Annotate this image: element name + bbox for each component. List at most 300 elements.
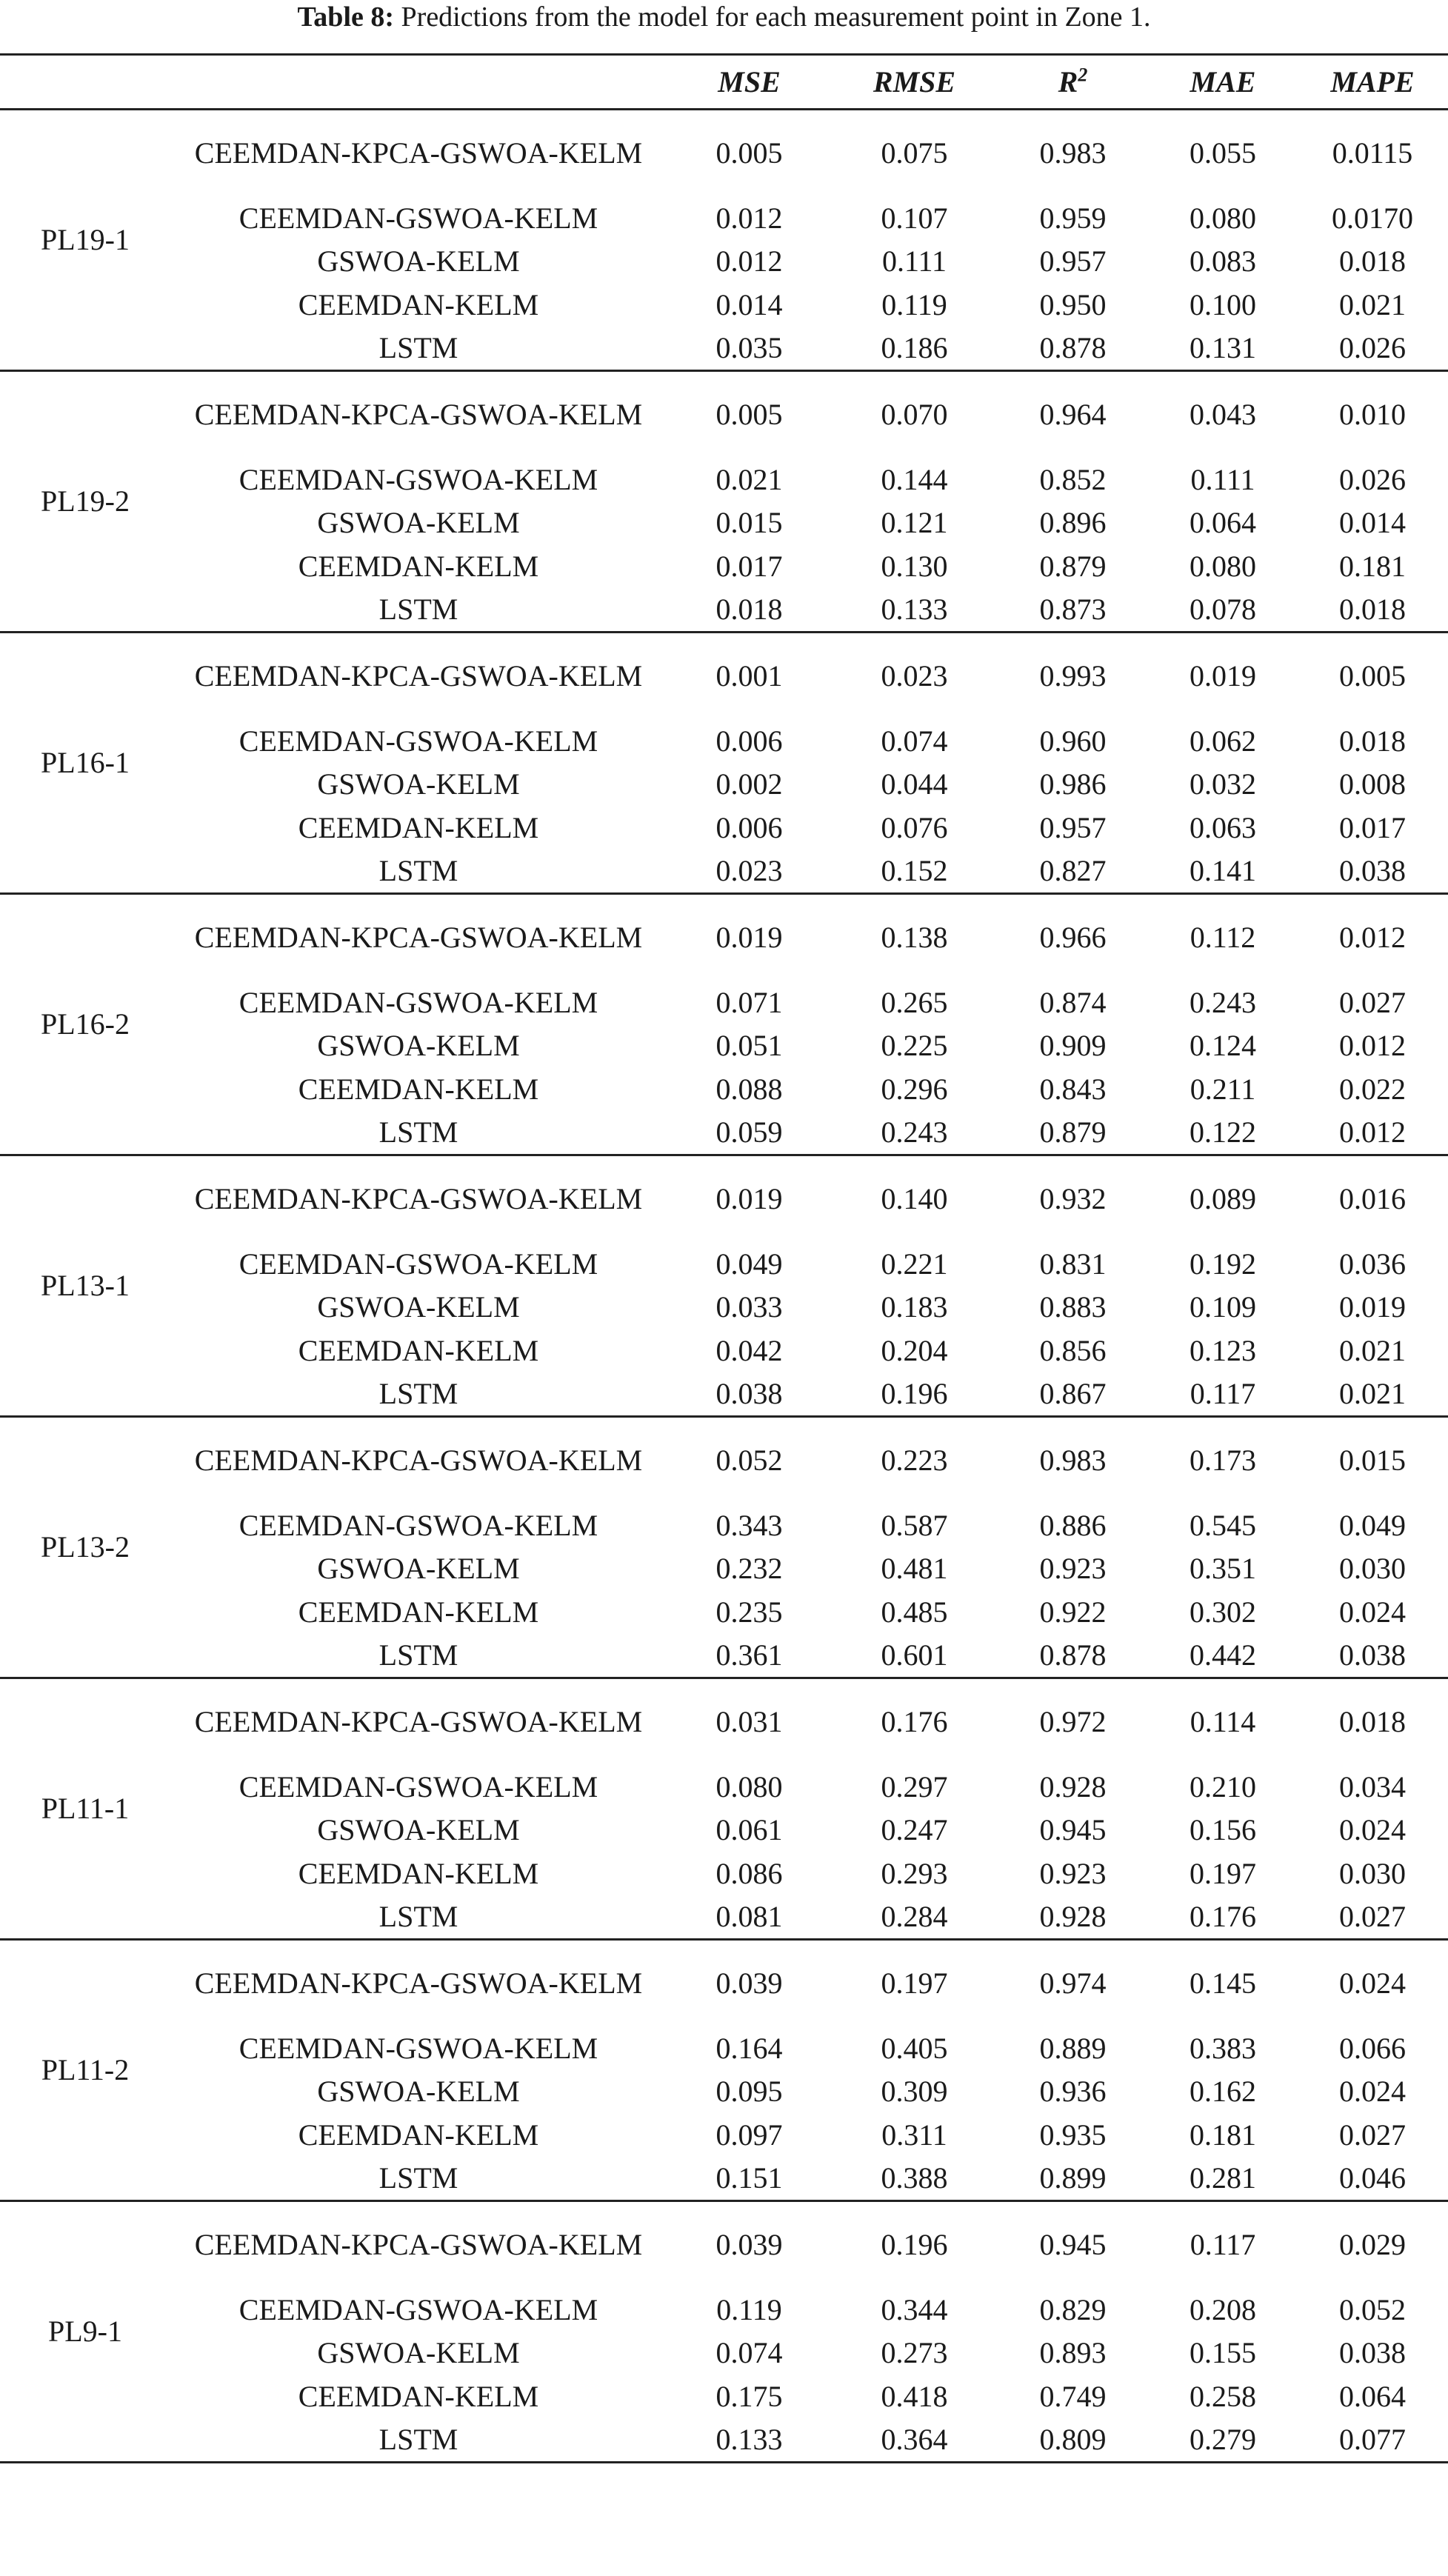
table-row: [0, 284, 1448, 327]
mse-cell: 0.059: [667, 1111, 832, 1155]
mape-cell: 0.024: [1339, 1966, 1406, 2001]
mae-cell: 0.109: [1190, 1290, 1256, 1324]
rmse-cell: 0.076: [881, 810, 948, 844]
mae-cell: 0.019: [1190, 659, 1256, 693]
mape-cell: 0.022: [1339, 1072, 1406, 1106]
mse-cell: 0.051: [715, 1029, 783, 1063]
mape-cell: 0.005: [1339, 659, 1406, 693]
table-row: [0, 2157, 1448, 2201]
mae-cell: 0.089: [1190, 1182, 1256, 1216]
mae-cell: 0.243: [1190, 985, 1256, 1019]
measurement-point-label: PL13-2: [0, 1417, 170, 1678]
table-body: [0, 110, 1448, 2463]
table-row: [0, 1809, 1448, 1852]
table-row: [0, 1591, 1448, 1635]
mae-cell: 0.383: [1190, 2031, 1256, 2065]
mae-cell: 0.279: [1149, 2418, 1297, 2463]
model-name-cell: LSTM: [170, 1634, 667, 1678]
rmse-cell: 0.223: [881, 1444, 948, 1478]
table-row: [0, 1111, 1448, 1155]
rmse-cell: 0.111: [881, 244, 947, 278]
r2-cell: 0.935: [1039, 2118, 1107, 2152]
rmse-cell: 0.225: [881, 1029, 948, 1063]
mse-cell: 0.017: [715, 549, 783, 583]
mae-cell: 0.100: [1190, 287, 1256, 321]
mae-cell: 0.111: [1190, 462, 1255, 496]
rmse-cell: 0.183: [881, 1290, 948, 1324]
model-name-cell: CEEMDAN-GSWOA-KELM: [238, 1247, 598, 1281]
model-name-cell: CEEMDAN-GSWOA-KELM: [238, 985, 598, 1019]
table-header: [0, 55, 1448, 110]
mae-cell: 0.112: [1190, 921, 1256, 955]
table-row: [0, 501, 1448, 545]
mape-cell: 0.026: [1297, 327, 1448, 371]
mse-cell: 0.031: [715, 1705, 783, 1739]
mae-cell: 0.156: [1190, 1813, 1256, 1847]
rmse-cell: 0.197: [881, 1966, 948, 2001]
model-name-cell: CEEMDAN-KELM: [298, 1595, 539, 1629]
r2-cell: 0.986: [1039, 767, 1107, 801]
rmse-cell: 0.297: [881, 1769, 948, 1803]
table-row: [0, 2375, 1448, 2419]
mae-cell: 0.281: [1149, 2157, 1297, 2201]
r2-cell: 0.879: [997, 1111, 1149, 1155]
model-name-cell: LSTM: [170, 850, 667, 894]
mape-cell: 0.016: [1339, 1182, 1406, 1216]
r2-cell: 0.831: [1039, 1247, 1107, 1281]
table-row: [0, 1940, 1448, 2027]
table-row: [0, 850, 1448, 894]
mape-cell: 0.030: [1339, 1552, 1406, 1586]
rmse-cell: 0.344: [881, 2292, 948, 2326]
header-r2: [997, 55, 1149, 110]
mse-cell: 0.095: [715, 2075, 783, 2109]
header-rmse: RMSE: [832, 55, 997, 110]
model-name-cell: GSWOA-KELM: [317, 2075, 520, 2109]
model-name-cell: CEEMDAN-KELM: [298, 1856, 539, 1890]
model-name-cell: CEEMDAN-KPCA-GSWOA-KELM: [194, 398, 643, 432]
measurement-point-label: PL19-2: [0, 371, 170, 633]
rmse-cell: 0.388: [832, 2157, 997, 2201]
mse-cell: 0.235: [715, 1595, 783, 1629]
table-caption: [0, 0, 1448, 37]
mse-cell: 0.086: [715, 1856, 783, 1890]
r2-cell: 0.964: [1039, 398, 1107, 432]
model-name-cell: CEEMDAN-KPCA-GSWOA-KELM: [194, 136, 643, 170]
table-row: [0, 371, 1448, 458]
mse-cell: 0.019: [715, 921, 783, 955]
mape-cell: 0.018: [1297, 588, 1448, 633]
table-row: [0, 1243, 1448, 1287]
mape-cell: 0.0115: [1332, 136, 1413, 170]
rmse-cell: 0.176: [881, 1705, 948, 1739]
mape-cell: 0.012: [1339, 921, 1406, 955]
model-name-cell: CEEMDAN-KELM: [298, 1333, 539, 1367]
table-row: [0, 240, 1448, 284]
table-row: [0, 2201, 1448, 2289]
mape-cell: 0.049: [1339, 1508, 1406, 1542]
mape-cell: 0.038: [1339, 2336, 1406, 2370]
mae-cell: 0.043: [1190, 398, 1256, 432]
r2-cell: 0.867: [997, 1372, 1149, 1417]
table-row: [0, 110, 1448, 197]
r2-cell: 0.878: [997, 1634, 1149, 1678]
rmse-cell: 0.265: [881, 985, 948, 1019]
table-row: [0, 981, 1448, 1025]
mae-cell: 0.258: [1190, 2379, 1256, 2413]
r2-cell: 0.883: [1039, 1290, 1107, 1324]
measurement-point-label: PL11-1: [0, 1678, 170, 1940]
mape-cell: 0.019: [1339, 1290, 1406, 1324]
table-row: [0, 633, 1448, 720]
rmse-cell: 0.140: [881, 1182, 948, 1216]
r2-cell: 0.749: [1039, 2379, 1107, 2413]
mse-cell: 0.088: [715, 1072, 783, 1106]
mae-cell: 0.211: [1190, 1072, 1256, 1106]
mse-cell: 0.232: [715, 1552, 783, 1586]
rmse-cell: 0.023: [881, 659, 948, 693]
table-row: [0, 1547, 1448, 1591]
model-name-cell: GSWOA-KELM: [317, 506, 520, 540]
table-row: [0, 1678, 1448, 1766]
r2-cell: 0.827: [997, 850, 1149, 894]
mae-cell: 0.063: [1190, 810, 1256, 844]
model-name-cell: GSWOA-KELM: [317, 2336, 520, 2370]
model-name-cell: GSWOA-KELM: [317, 1290, 520, 1324]
mape-cell: 0.036: [1339, 1247, 1406, 1281]
mape-cell: 0.026: [1339, 462, 1406, 496]
mse-cell: 0.015: [715, 506, 783, 540]
r2-cell: 0.972: [1039, 1705, 1107, 1739]
r2-cell: 0.945: [1039, 1813, 1107, 1847]
model-name-cell: CEEMDAN-KPCA-GSWOA-KELM: [194, 1182, 643, 1216]
r2-cell: 0.886: [1039, 1508, 1107, 1542]
mape-cell: 0.010: [1339, 398, 1406, 432]
r2-cell: 0.959: [1039, 201, 1107, 235]
rmse-cell: 0.119: [881, 287, 947, 321]
mse-cell: 0.039: [715, 1966, 783, 2001]
rmse-cell: 0.601: [832, 1634, 997, 1678]
rmse-cell: 0.418: [881, 2379, 948, 2413]
mae-cell: 0.083: [1190, 244, 1256, 278]
mse-cell: 0.164: [715, 2031, 783, 2065]
mae-cell: 0.155: [1190, 2336, 1256, 2370]
mae-cell: 0.117: [1149, 1372, 1297, 1417]
mse-cell: 0.343: [715, 1508, 783, 1542]
mse-cell: 0.052: [715, 1444, 783, 1478]
table-row: [0, 1852, 1448, 1896]
rmse-cell: 0.196: [881, 2228, 948, 2262]
rmse-cell: 0.309: [881, 2075, 948, 2109]
model-name-cell: GSWOA-KELM: [317, 767, 520, 801]
mape-cell: 0.046: [1297, 2157, 1448, 2201]
table-row: [0, 2070, 1448, 2114]
rmse-cell: 0.293: [881, 1856, 948, 1890]
header-blank-point: [0, 55, 170, 110]
table-row: [0, 1372, 1448, 1417]
model-name-cell: CEEMDAN-KELM: [298, 1072, 539, 1106]
mse-cell: 0.071: [715, 985, 783, 1019]
mae-cell: 0.145: [1190, 1966, 1256, 2001]
mse-cell: 0.081: [667, 1895, 832, 1940]
mse-cell: 0.001: [715, 659, 783, 693]
r2-cell: 0.879: [1039, 549, 1107, 583]
mae-cell: 0.064: [1190, 506, 1256, 540]
table-row: [0, 545, 1448, 589]
header-r2-sup: 2: [1078, 64, 1088, 86]
mse-cell: 0.019: [715, 1182, 783, 1216]
rmse-cell: 0.296: [881, 1072, 948, 1106]
table-row: [0, 2418, 1448, 2463]
mape-cell: 0.027: [1339, 2118, 1406, 2152]
mae-cell: 0.141: [1149, 850, 1297, 894]
model-name-cell: LSTM: [170, 588, 667, 633]
mape-cell: 0.008: [1339, 767, 1406, 801]
mae-cell: 0.062: [1190, 724, 1256, 758]
rmse-cell: 0.186: [832, 327, 997, 371]
rmse-cell: 0.152: [832, 850, 997, 894]
mape-cell: 0.024: [1339, 2075, 1406, 2109]
rmse-cell: 0.485: [881, 1595, 948, 1629]
mae-cell: 0.114: [1190, 1705, 1256, 1739]
table-row: [0, 1417, 1448, 1504]
mape-cell: 0.027: [1339, 985, 1406, 1019]
rmse-cell: 0.138: [881, 921, 948, 955]
mape-cell: 0.181: [1339, 549, 1406, 583]
table-row: [0, 2114, 1448, 2158]
mape-cell: 0.064: [1339, 2379, 1406, 2413]
table-row: [0, 1068, 1448, 1112]
model-name-cell: LSTM: [170, 2157, 667, 2201]
model-name-cell: CEEMDAN-GSWOA-KELM: [238, 1508, 598, 1542]
mse-cell: 0.035: [667, 327, 832, 371]
mse-cell: 0.033: [715, 1290, 783, 1324]
mape-cell: 0.018: [1339, 244, 1406, 278]
mse-cell: 0.049: [715, 1247, 783, 1281]
r2-cell: 0.856: [1039, 1333, 1107, 1367]
header-mse: MSE: [667, 55, 832, 110]
mse-cell: 0.014: [715, 287, 783, 321]
mse-cell: 0.005: [715, 136, 783, 170]
measurement-point-label: PL19-1: [0, 110, 170, 371]
r2-cell: 0.983: [1039, 1444, 1107, 1478]
model-name-cell: CEEMDAN-GSWOA-KELM: [238, 724, 598, 758]
caption-label: Table 8:: [297, 1, 395, 33]
rmse-cell: 0.074: [881, 724, 948, 758]
mape-cell: 0.038: [1297, 1634, 1448, 1678]
model-name-cell: GSWOA-KELM: [317, 1029, 520, 1063]
mape-cell: 0.018: [1339, 1705, 1406, 1739]
mape-cell: 0.024: [1339, 1595, 1406, 1629]
header-mape: MAPE: [1297, 55, 1448, 110]
mape-cell: 0.027: [1297, 1895, 1448, 1940]
measurement-point-label: PL13-1: [0, 1155, 170, 1417]
table-row: [0, 1766, 1448, 1809]
mape-cell: 0.038: [1297, 850, 1448, 894]
rmse-cell: 0.204: [881, 1333, 948, 1367]
mape-cell: 0.030: [1339, 1856, 1406, 1890]
table-row: [0, 894, 1448, 981]
r2-cell: 0.966: [1039, 921, 1107, 955]
r2-cell: 0.945: [1039, 2228, 1107, 2262]
mse-cell: 0.023: [667, 850, 832, 894]
mape-cell: 0.021: [1297, 1372, 1448, 1417]
r2-cell: 0.909: [1039, 1029, 1107, 1063]
results-table: [0, 53, 1448, 2463]
mae-cell: 0.210: [1190, 1769, 1256, 1803]
mae-cell: 0.131: [1149, 327, 1297, 371]
rmse-cell: 0.273: [881, 2336, 948, 2370]
header-blank-model: [170, 55, 667, 110]
mape-cell: 0.015: [1339, 1444, 1406, 1478]
mae-cell: 0.080: [1190, 549, 1256, 583]
mape-cell: 0.021: [1339, 1333, 1406, 1367]
mape-cell: 0.014: [1339, 506, 1406, 540]
table-row: [0, 1329, 1448, 1373]
measurement-point-label: PL11-2: [0, 1940, 170, 2201]
r2-cell: 0.993: [1039, 659, 1107, 693]
rmse-cell: 0.221: [881, 1247, 948, 1281]
model-name-cell: LSTM: [170, 1895, 667, 1940]
mape-cell: 0.029: [1339, 2228, 1406, 2262]
model-name-cell: CEEMDAN-KPCA-GSWOA-KELM: [194, 921, 643, 955]
r2-cell: 0.923: [1039, 1552, 1107, 1586]
mse-cell: 0.133: [667, 2418, 832, 2463]
rmse-cell: 0.284: [832, 1895, 997, 1940]
mape-cell: 0.012: [1339, 1029, 1406, 1063]
rmse-cell: 0.247: [881, 1813, 948, 1847]
mae-cell: 0.055: [1190, 136, 1256, 170]
rmse-cell: 0.070: [881, 398, 948, 432]
mse-cell: 0.039: [715, 2228, 783, 2262]
mse-cell: 0.006: [715, 810, 783, 844]
rmse-cell: 0.587: [881, 1508, 948, 1542]
model-name-cell: CEEMDAN-GSWOA-KELM: [238, 201, 598, 235]
mse-cell: 0.119: [716, 2292, 782, 2326]
rmse-cell: 0.481: [881, 1552, 948, 1586]
mae-cell: 0.080: [1190, 201, 1256, 235]
model-name-cell: CEEMDAN-KELM: [298, 549, 539, 583]
rmse-cell: 0.121: [881, 506, 948, 540]
table-row: [0, 720, 1448, 764]
r2-cell: 0.899: [997, 2157, 1149, 2201]
mse-cell: 0.018: [667, 588, 832, 633]
r2-cell: 0.928: [997, 1895, 1149, 1940]
mse-cell: 0.042: [715, 1333, 783, 1367]
r2-cell: 0.893: [1039, 2336, 1107, 2370]
mape-cell: 0.017: [1339, 810, 1406, 844]
model-name-cell: CEEMDAN-KELM: [298, 810, 539, 844]
mse-cell: 0.005: [715, 398, 783, 432]
mse-cell: 0.080: [715, 1769, 783, 1803]
model-name-cell: CEEMDAN-GSWOA-KELM: [238, 462, 598, 496]
r2-cell: 0.936: [1039, 2075, 1107, 2109]
table-row: [0, 197, 1448, 241]
mse-cell: 0.021: [715, 462, 783, 496]
table-row: [0, 2027, 1448, 2071]
r2-cell: 0.843: [1039, 1072, 1107, 1106]
r2-cell: 0.974: [1039, 1966, 1107, 2001]
measurement-point-label: PL16-2: [0, 894, 170, 1155]
mape-cell: 0.024: [1339, 1813, 1406, 1847]
mse-cell: 0.151: [667, 2157, 832, 2201]
table-row: [0, 1024, 1448, 1068]
mae-cell: 0.117: [1190, 2228, 1256, 2262]
model-name-cell: CEEMDAN-KPCA-GSWOA-KELM: [194, 1444, 643, 1478]
mae-cell: 0.123: [1190, 1333, 1256, 1367]
mape-cell: 0.066: [1339, 2031, 1406, 2065]
mse-cell: 0.012: [715, 244, 783, 278]
caption-text: Predictions from the model for each measurement point in Zone 1.: [394, 1, 1151, 33]
header-r2-base: R: [1058, 65, 1078, 99]
measurement-point-label: PL16-1: [0, 633, 170, 894]
r2-cell: 0.923: [1039, 1856, 1107, 1890]
r2-cell: 0.957: [1039, 810, 1107, 844]
table-row: [0, 588, 1448, 633]
table-row: [0, 1286, 1448, 1329]
table-row: [0, 2289, 1448, 2332]
model-name-cell: CEEMDAN-KELM: [298, 2379, 539, 2413]
model-name-cell: CEEMDAN-KELM: [298, 287, 539, 321]
mae-cell: 0.122: [1149, 1111, 1297, 1155]
mae-cell: 0.351: [1190, 1552, 1256, 1586]
mae-cell: 0.162: [1190, 2075, 1256, 2109]
r2-cell: 0.852: [1039, 462, 1107, 496]
r2-cell: 0.932: [1039, 1182, 1107, 1216]
model-name-cell: LSTM: [170, 1111, 667, 1155]
mae-cell: 0.545: [1190, 1508, 1256, 1542]
mape-cell: 0.021: [1339, 287, 1406, 321]
r2-cell: 0.878: [997, 327, 1149, 371]
rmse-cell: 0.075: [881, 136, 948, 170]
table-row: [0, 1895, 1448, 1940]
model-name-cell: CEEMDAN-GSWOA-KELM: [238, 2292, 598, 2326]
model-name-cell: LSTM: [170, 327, 667, 371]
model-name-cell: CEEMDAN-KPCA-GSWOA-KELM: [194, 1966, 643, 2001]
rmse-cell: 0.133: [832, 588, 997, 633]
mae-cell: 0.197: [1190, 1856, 1256, 1890]
model-name-cell: CEEMDAN-KPCA-GSWOA-KELM: [194, 2228, 643, 2262]
r2-cell: 0.957: [1039, 244, 1107, 278]
mae-cell: 0.208: [1190, 2292, 1256, 2326]
mse-cell: 0.038: [667, 1372, 832, 1417]
table-row: [0, 2332, 1448, 2375]
r2-cell: 0.950: [1039, 287, 1107, 321]
mae-cell: 0.302: [1190, 1595, 1256, 1629]
mse-cell: 0.361: [667, 1634, 832, 1678]
r2-cell: 0.983: [1039, 136, 1107, 170]
mape-cell: 0.077: [1297, 2418, 1448, 2463]
mse-cell: 0.012: [715, 201, 783, 235]
mae-cell: 0.173: [1190, 1444, 1256, 1478]
table-row: [0, 1634, 1448, 1678]
mape-cell: 0.012: [1297, 1111, 1448, 1155]
model-name-cell: GSWOA-KELM: [317, 244, 520, 278]
table-row: [0, 763, 1448, 807]
rmse-cell: 0.144: [881, 462, 948, 496]
mae-cell: 0.078: [1149, 588, 1297, 633]
table-row: [0, 458, 1448, 502]
r2-cell: 0.960: [1039, 724, 1107, 758]
model-name-cell: GSWOA-KELM: [317, 1813, 520, 1847]
mae-cell: 0.176: [1149, 1895, 1297, 1940]
model-name-cell: CEEMDAN-GSWOA-KELM: [238, 2031, 598, 2065]
header-row: [0, 55, 1448, 110]
r2-cell: 0.829: [1039, 2292, 1107, 2326]
mse-cell: 0.002: [715, 767, 783, 801]
r2-cell: 0.874: [1039, 985, 1107, 1019]
rmse-cell: 0.044: [881, 767, 948, 801]
